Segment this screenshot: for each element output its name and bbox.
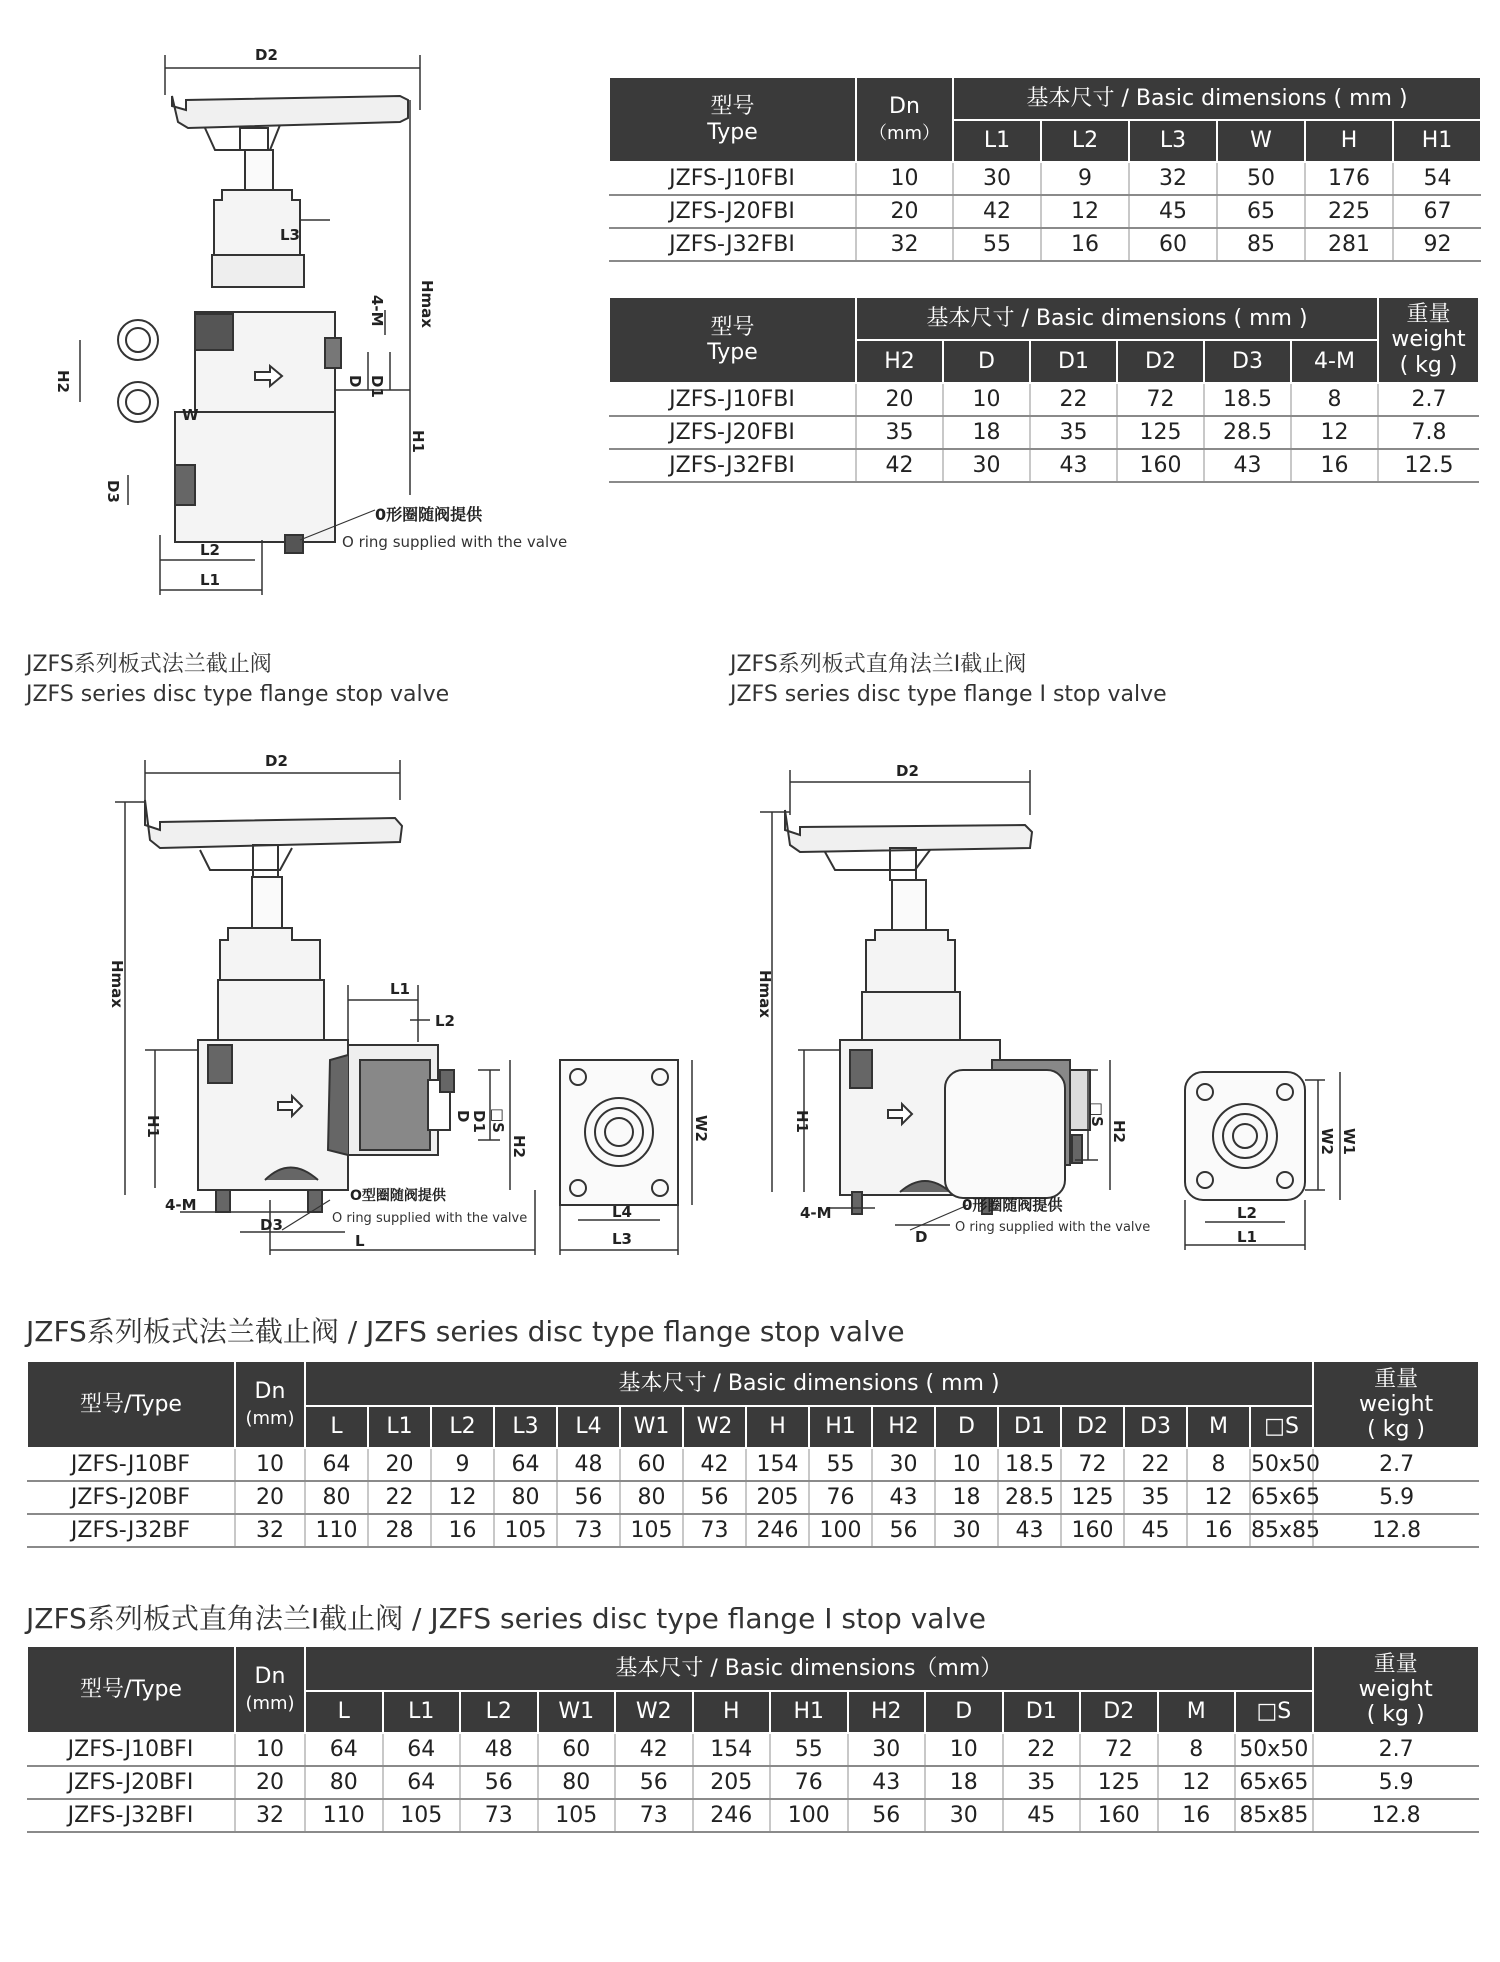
col-header: H1	[770, 1691, 848, 1733]
col-header: L2	[1041, 120, 1129, 162]
col-header: D	[943, 340, 1030, 383]
type-header: 型号/Type	[27, 1361, 235, 1448]
label-d: D	[346, 375, 364, 388]
right-valve-drawing	[700, 730, 1490, 1270]
col-header: D2	[1061, 1406, 1124, 1448]
col-header: W2	[615, 1691, 693, 1733]
label-d2: D2	[255, 46, 278, 64]
col-header: L1	[953, 120, 1041, 162]
oring-note-cn: O型圈随阀提供	[350, 1188, 446, 1204]
label-d1: D1	[470, 1110, 488, 1133]
label-4m: 4-M	[368, 295, 386, 327]
label-l3: L3	[280, 226, 300, 244]
col-header: L4	[557, 1406, 620, 1448]
type-header: 型号 Type	[609, 77, 856, 162]
table-row: JZFS-J32BF 32 110 28 16 105 73 105 73 246 100 56 30 43 160 45 16 85x85 12.8	[27, 1514, 1479, 1547]
table-row: JZFS-J32FBⅠ 42 30 43 160 43 16 12.5	[609, 449, 1479, 482]
oring-note-en: O ring supplied with the valve	[955, 1220, 1151, 1235]
dn-header: Dn (mm)	[235, 1361, 305, 1448]
label-h2: H2	[1110, 1120, 1128, 1143]
col-header: H1	[809, 1406, 872, 1448]
weight-header: 重量 weight ( kg )	[1378, 297, 1479, 383]
col-header: H	[1305, 120, 1393, 162]
label-h2: H2	[510, 1135, 528, 1158]
label-d3: D3	[104, 480, 122, 503]
col-header: H	[746, 1406, 809, 1448]
oring-note-cn: 0形圈随阀提供	[375, 505, 483, 524]
table-row: JZFS-J20FBⅠ 20 42 12 45 65 225 67	[609, 195, 1481, 228]
col-header: H1	[1393, 120, 1481, 162]
dimension-table-2	[608, 296, 1480, 483]
table-row: JZFS-J10FBⅠ 20 10 22 72 18.5 8 2.7	[609, 383, 1479, 416]
col-header: H2	[848, 1691, 926, 1733]
col-header: D1	[998, 1406, 1061, 1448]
label-h1: H1	[409, 430, 427, 453]
basic-dimensions-header: 基本尺寸 / Basic dimensions ( mm )	[305, 1361, 1313, 1406]
table-row: JZFS-J20FBⅠ 35 18 35 125 28.5 12 7.8	[609, 416, 1479, 449]
col-header: L3	[1129, 120, 1217, 162]
label-d1: D1	[368, 375, 386, 398]
col-header: □S	[1250, 1406, 1313, 1448]
col-header: L3	[494, 1406, 557, 1448]
label-s: □S	[489, 1108, 507, 1133]
dn-header: Dn （mm）	[856, 77, 953, 162]
table-row: JZFS-J32BFI 32 110 105 73 105 73 246 100 56 30 45 160 16 85x85 12.8	[27, 1799, 1479, 1832]
label-d: D	[454, 1110, 472, 1123]
label-l2: L2	[1237, 1204, 1257, 1222]
label-h2: H2	[54, 370, 72, 393]
label-h1: H1	[144, 1115, 162, 1138]
table-row: JZFS-J32FBⅠ 32 55 16 60 85 281 92	[609, 228, 1481, 261]
label-h1: H1	[793, 1110, 811, 1133]
col-header: W2	[683, 1406, 746, 1448]
label-d2: D2	[265, 752, 288, 770]
label-hmax: Hmax	[756, 970, 774, 1018]
dn-header: Dn (mm)	[235, 1646, 305, 1733]
col-header: L2	[431, 1406, 494, 1448]
label-4m: 4-M	[800, 1204, 832, 1222]
label-l1: L1	[200, 571, 220, 589]
label-w: W	[182, 406, 199, 424]
col-header: M	[1158, 1691, 1236, 1733]
col-header: D3	[1124, 1406, 1187, 1448]
col-header: L	[305, 1691, 383, 1733]
col-header: D1	[1003, 1691, 1081, 1733]
label-w1: W1	[1340, 1128, 1358, 1155]
label-l4: L4	[612, 1203, 632, 1221]
label-d2: D2	[896, 762, 919, 780]
table-row: JZFS-J20BF 20 80 22 12 80 56 80 56 205 76 43 18 28.5 125 35 12 65x65 5.9	[27, 1481, 1479, 1514]
col-header: D	[925, 1691, 1003, 1733]
type-header: 型号/Type	[27, 1646, 235, 1733]
col-header: L1	[383, 1691, 461, 1733]
col-header: L	[305, 1406, 368, 1448]
col-header: D2	[1117, 340, 1204, 383]
label-l1: L1	[1237, 1228, 1257, 1246]
col-header: M	[1187, 1406, 1250, 1448]
table-row: JZFS-J10BF 10 64 20 9 64 48 60 42 154 55 30 10 18.5 72 22 8 50x50 2.7	[27, 1448, 1479, 1481]
label-w2: W2	[1318, 1128, 1336, 1155]
label-hmax: Hmax	[418, 280, 436, 328]
table-row: JZFS-J10BFI 10 64 64 48 60 42 154 55 30 10 22 72 8 50x50 2.7	[27, 1733, 1479, 1766]
label-d: D	[915, 1228, 928, 1246]
col-header: L1	[368, 1406, 431, 1448]
col-header: D1	[1030, 340, 1117, 383]
caption-right: JZFS系列板式直角法兰Ⅰ截止阀 JZFS series disc type flange Ⅰ stop valve	[730, 652, 1167, 707]
col-header: D3	[1204, 340, 1291, 383]
label-l: L	[355, 1232, 365, 1250]
col-header: W1	[538, 1691, 616, 1733]
col-header: H	[693, 1691, 771, 1733]
label-l2: L2	[435, 1012, 455, 1030]
label-s: □S	[1088, 1102, 1106, 1127]
col-header: W	[1217, 120, 1305, 162]
basic-dimensions-header: 基本尺寸 / Basic dimensions（mm）	[305, 1646, 1313, 1691]
label-w2: W2	[692, 1115, 710, 1142]
col-header: W1	[620, 1406, 683, 1448]
weight-header: 重量 weight ( kg )	[1313, 1646, 1479, 1733]
col-header: H2	[856, 340, 943, 383]
label-d3: D3	[260, 1216, 283, 1234]
left-valve-drawing	[0, 730, 710, 1260]
top-valve-drawing	[0, 0, 610, 600]
dimension-table-4	[26, 1645, 1480, 1833]
label-l2: L2	[200, 541, 220, 559]
dimension-table-1	[608, 76, 1482, 262]
table-3-title: JZFS系列板式法兰截止阀 / JZFS series disc type flange stop valve	[26, 1315, 905, 1348]
label-l1: L1	[390, 980, 410, 998]
basic-dimensions-header: 基本尺寸 / Basic dimensions ( mm )	[856, 297, 1378, 340]
caption-left: JZFS系列板式法兰截止阀 JZFS series disc type flange stop valve	[26, 652, 450, 707]
basic-dimensions-header: 基本尺寸 / Basic dimensions ( mm )	[953, 77, 1481, 120]
label-4m: 4-M	[165, 1196, 197, 1214]
label-hmax: Hmax	[108, 960, 126, 1008]
col-header: 4-M	[1291, 340, 1378, 383]
table-4-title: JZFS系列板式直角法兰Ⅰ截止阀 / JZFS series disc type flange Ⅰ stop valve	[26, 1602, 987, 1635]
table-row: JZFS-J20BFI 20 80 64 56 80 56 205 76 43 18 35 125 12 65x65 5.9	[27, 1766, 1479, 1799]
table-row: JZFS-J10FBⅠ 10 30 9 32 50 176 54	[609, 162, 1481, 195]
col-header: D	[935, 1406, 998, 1448]
type-header: 型号 Type	[609, 297, 856, 383]
col-header: L2	[460, 1691, 538, 1733]
oring-note-en: O ring supplied with the valve	[342, 533, 568, 551]
col-header: H2	[872, 1406, 935, 1448]
dimension-table-3	[26, 1360, 1480, 1548]
weight-header: 重量 weight ( kg )	[1313, 1361, 1479, 1448]
oring-note-en: O ring supplied with the valve	[332, 1211, 528, 1226]
oring-note-cn: 0形圈随阀提供	[962, 1196, 1063, 1214]
label-l3: L3	[612, 1230, 632, 1248]
col-header: D2	[1080, 1691, 1158, 1733]
col-header: □S	[1235, 1691, 1313, 1733]
